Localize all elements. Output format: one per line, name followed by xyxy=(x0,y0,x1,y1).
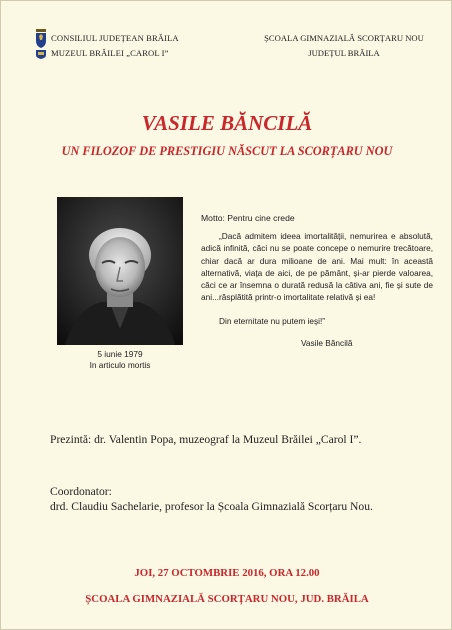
motto-quote-end: Din eternitate nu putem ieși!” xyxy=(219,316,326,326)
header-county-council: CONSILIUL JUDEȚEAN BRĂILA xyxy=(51,33,179,43)
page-title: VASILE BĂNCILĂ xyxy=(141,111,313,135)
motto-author: Vasile Băncilă xyxy=(301,338,353,348)
coordinator-text: drd. Claudiu Sachelarie, profesor la Școala Gimnazială Scorțaru Nou. xyxy=(50,500,373,513)
event-date: JOI, 27 OCTOMBRIE 2016, ORA 12.00 xyxy=(134,567,320,579)
coordinator-label: Coordonator: xyxy=(50,485,112,498)
photo-note: In articulo mortis xyxy=(89,360,151,370)
presenter-line: Prezintă: dr. Valentin Popa, muzeograf la Muzeul Brăilei „Carol I”. xyxy=(50,433,362,446)
motto-label: Motto: Pentru cine crede xyxy=(201,213,295,223)
header-museum: MUZEUL BRĂILEI „CAROL I” xyxy=(51,48,169,58)
header-school xyxy=(259,31,429,61)
photo-caption xyxy=(57,349,183,371)
event-venue: ȘCOALA GIMNAZIALĂ SCORȚARU NOU, JUD. BRĂILA xyxy=(85,593,369,605)
header-school-name: ȘCOALA GIMNAZIALĂ SCORȚARU NOU xyxy=(264,33,424,43)
county-coat-of-arms-icon xyxy=(35,29,47,59)
portrait-photo xyxy=(57,197,183,345)
page-subtitle: UN FILOZOF DE PRESTIGIU NĂSCUT LA SCORȚARU NOU xyxy=(61,144,393,158)
header-institutions xyxy=(51,31,179,61)
motto-quote: „Dacă admitem ideea imortalității, nemurirea e absolută, adică infinită, căci nu se poate concepe o nemurire trecătoare, chiar dacă ar dura milioane de ani. Mai mult: în această alternativă, viața de aici, de pe pământ, și-ar pierde valoarea, căci ce ar însemna o durată redusă la câtiva ani, fie și sute de ani...răsplătită printr-o imortalitate relativă și ea! xyxy=(201,231,433,303)
header-county: JUDEȚUL BRĂILA xyxy=(308,48,380,58)
photo-date: 5 iunie 1979 xyxy=(97,349,143,359)
